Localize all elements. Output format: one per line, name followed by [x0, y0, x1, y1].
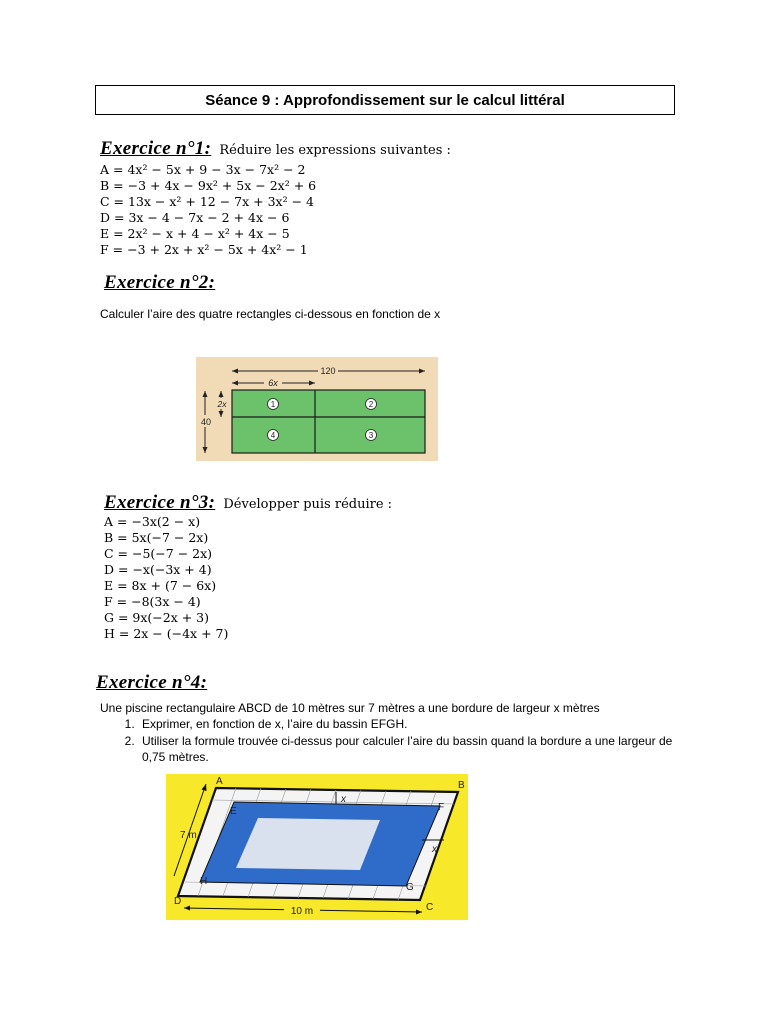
exercise-4-intro: Une piscine rectangulaire ABCD de 10 mètres sur 7 mètres a une bordure de largeur x mètres: [100, 701, 600, 715]
cell-number: 3: [368, 431, 374, 440]
exercise-2-header: [104, 272, 219, 294]
exercise-1-label: Exercice n°1:: [100, 138, 212, 159]
exercise-3-label: Exercice n°3:: [104, 492, 216, 513]
expression-line: C = −5(−7 − 2x): [104, 546, 213, 561]
exercise-2-label: Exercice n°2:: [104, 272, 216, 293]
length-label: 10 m: [290, 906, 314, 917]
width-label: 7 m: [180, 830, 197, 841]
exercise-3-expressions: [104, 514, 228, 642]
expression-line: D = 3x − 4 − 7x − 2 + 4x − 6: [100, 210, 290, 225]
expression-line: G = 9x(−2x + 3): [104, 610, 210, 625]
cell-number: 1: [270, 400, 276, 409]
expression-line: E = 8x + (7 − 6x): [104, 578, 217, 593]
inner-label-g: G: [406, 882, 414, 893]
inner-label-f: F: [438, 802, 445, 813]
exercise-1-header: [100, 138, 451, 160]
border-label-top: x: [341, 794, 346, 805]
corner-label-c: C: [426, 902, 434, 913]
expression-line: F = −8(3x − 4): [104, 594, 201, 609]
cell-number: 4: [270, 431, 276, 440]
expression-line: H = 2x − (−4x + 7): [104, 626, 229, 641]
exercise-1-instruction: Réduire les expressions suivantes :: [219, 143, 451, 158]
expression-line: E = 2x² − x + 4 − x² + 4x − 5: [100, 226, 290, 241]
pool-figure: [166, 774, 468, 920]
question-item: 2. Utiliser la formule trouvée ci-dessus pour calculer l’aire du bassin quand la bordure a une largeur de 0,75 mètres.: [138, 733, 698, 766]
corner-label-b: B: [458, 780, 465, 791]
height-label: 40: [200, 417, 212, 427]
expression-line: B = 5x(−7 − 2x): [104, 530, 209, 545]
expression-line: B = −3 + 4x − 9x² + 5x − 2x² + 6: [100, 178, 317, 193]
question-item: 1. Exprimer, en fonction de x, l’aire du bassin EFGH.: [138, 716, 698, 733]
pool-light-area: [236, 818, 380, 870]
exercise-3-instruction: Développer puis réduire :: [223, 497, 393, 512]
corner-label-a: A: [216, 776, 223, 787]
expression-line: A = −3x(2 − x): [104, 514, 201, 529]
exercise-2-instruction: Calculer l’aire des quatre rectangles ci-dessous en fonction de x: [100, 307, 441, 321]
inner-label-e: E: [230, 806, 237, 817]
corner-label-d: D: [174, 896, 182, 907]
expression-line: D = −x(−3x + 4): [104, 562, 212, 577]
expression-line: F = −3 + 2x + x² − 5x + 4x² − 1: [100, 242, 308, 257]
rectangles-figure: [196, 357, 438, 461]
expression-line: C = 13x − x² + 12 − 7x + 3x² − 4: [100, 194, 314, 209]
page-title: Séance 9 : Approfondissement sur le calcul littéral: [95, 85, 675, 115]
exercise-4-label: Exercice n°4:: [96, 672, 208, 693]
expression-line: A = 4x² − 5x + 9 − 3x − 7x² − 2: [100, 162, 306, 177]
width-label: 120: [320, 366, 336, 376]
exercise-1-expressions: [100, 162, 316, 258]
inner-label-h: H: [200, 876, 208, 887]
cell-number: 2: [368, 400, 374, 409]
part-height-label: 2x: [217, 399, 227, 409]
field-rectangle: [232, 390, 425, 453]
part-width-label: 6x: [268, 378, 278, 388]
border-label-right: x: [432, 844, 437, 855]
exercise-4-header: [96, 672, 211, 694]
exercise-4-questions: [100, 716, 698, 766]
exercise-3-header: [104, 492, 392, 514]
